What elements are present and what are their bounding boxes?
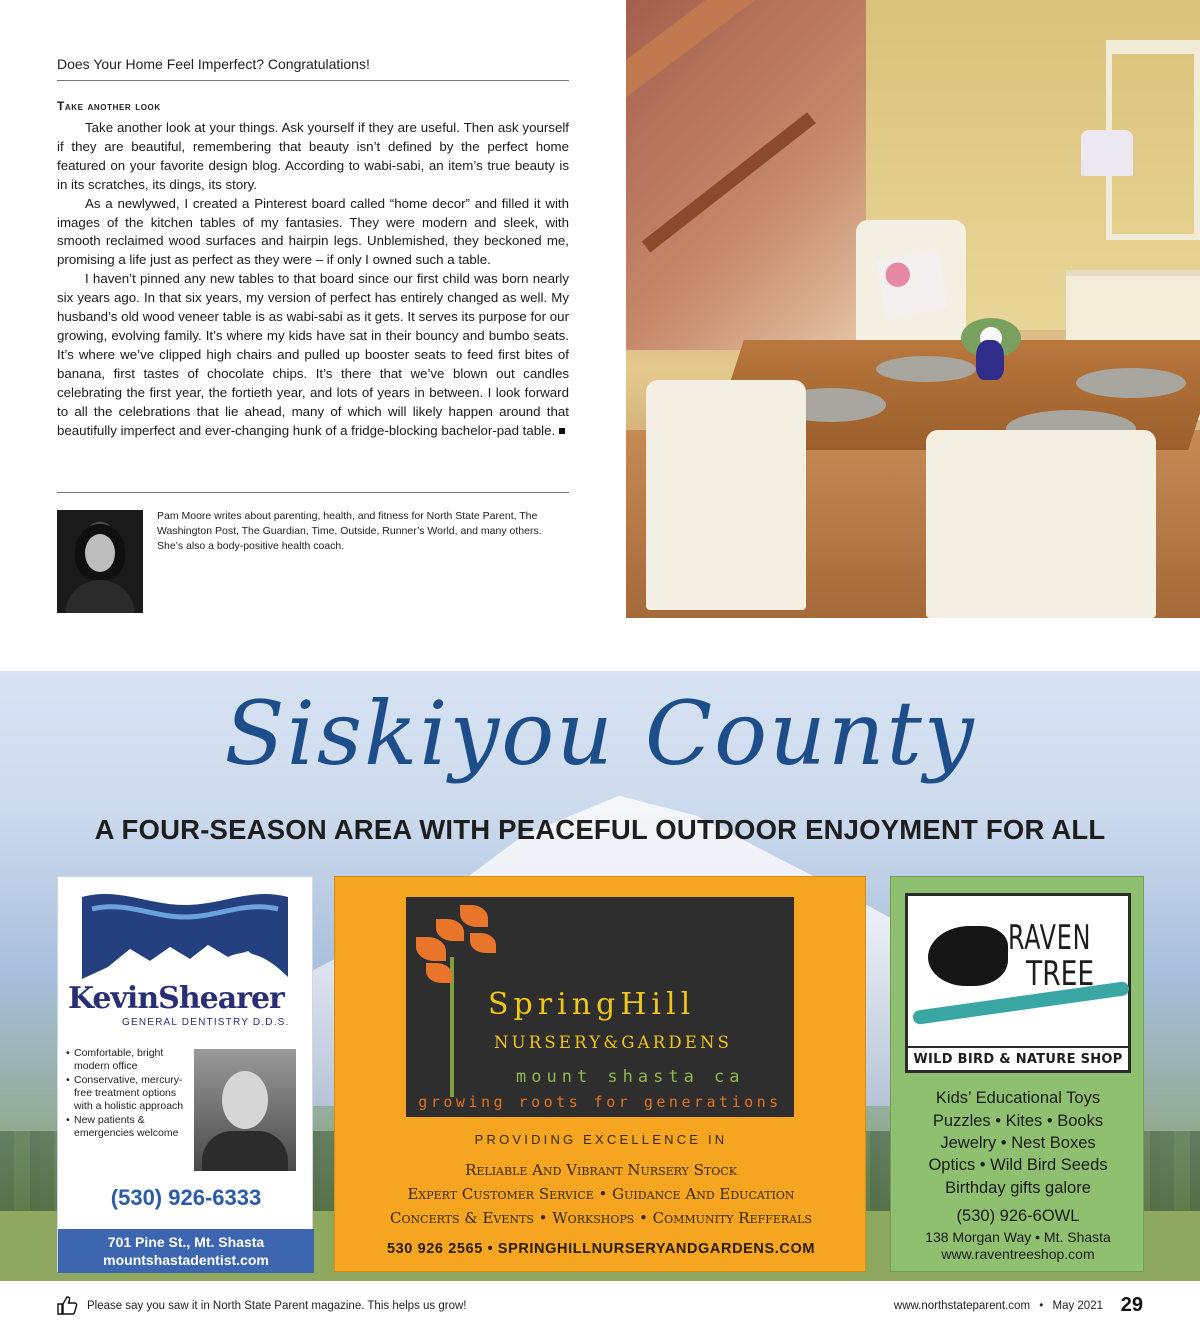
ad-tagline: A FOUR-SEASON AREA WITH PEACEFUL OUTDOOR ENJOYMENT FOR ALL [94,814,1106,845]
nursery-service: Concerts & Events • Workshops • Community Refferals [390,1209,812,1227]
footer-meta [894,1300,1103,1312]
author-bio: Pam Moore writes about parenting, health, and fitness for North State Parent, The Washington Post, The Guardian, Time, Outside, Runner’s World, and many others. She’s also a body-positive health coach. [157,510,542,552]
running-head: Does Your Home Feel Imperfect? Congratulations! [57,56,370,72]
dentist-address: 701 Pine St., Mt. Shasta [107,1234,265,1250]
nursery-ad[interactable] [334,876,866,1272]
thumbs-up-icon [57,1295,79,1315]
raven-address: 138 Morgan Way • Mt. Shasta [925,1229,1111,1245]
branch-icon [912,981,1130,1025]
list-item: • New patients & emergencies welcome [66,1114,190,1140]
footer-separator: • [1039,1300,1044,1312]
nursery-service: Expert Customer Service • Guidance And Education [407,1185,795,1203]
dentist-ad[interactable] [57,876,313,1272]
raven-line: Kids’ Educational Toys [935,1089,1101,1107]
paragraph-text: I haven’t pinned any new tables to that board since our first child was born nearly six years ago. In that six years, my version of perfect has entirely changed as well. My husband’s old wood veneer table is as wabi-sabi as it gets. It serves its purpose for our growing, evolving family. It’s where my kids have sat in their bouncy and bumbo seats. It’s where we’ve clipped high chairs and pulled up booster seats to feed first bites of banana, first tastes of chocolate chips. It’s there that we’ve blown out candles celebrating the first year, the fortieth year, and lots of years in between. I look forward to all the celebrations that lie ahead, many of which will likely happen around that beautifully imperfect and ever-changing hunk of a fridge-blocking bachelor-pad table. [57,271,569,438]
raven-name-line1: RAVEN [1008,918,1092,958]
author-photo [57,510,143,613]
dentist-website[interactable]: mountshastadentist.com [103,1252,269,1268]
raven-line: Birthday gifts galore [945,1179,1091,1197]
ad-title: Siskiyou County [224,682,976,785]
dentist-photo [194,1049,296,1171]
raven-phone[interactable]: (530) 926-6OWL [956,1207,1080,1225]
raven-line: Optics • Wild Bird Seeds [928,1156,1108,1174]
dentist-name: KevinShearer [68,981,284,1016]
dentist-footer [58,1229,314,1273]
list-item: • Conservative, mercury- free treatment options with a holistic approach [66,1074,190,1113]
footer-site[interactable]: www.northstateparent.com [893,1300,1031,1312]
subhead: Take another look [57,99,161,113]
nursery-service: Reliable And Vibrant Nursery Stock [465,1161,737,1179]
dentist-subtitle: GENERAL DENTISTRY D.D.S. [122,1017,290,1028]
nursery-contact[interactable]: 530 926 2565 • SPRINGHILLNURSERYANDGARDENS.COM [386,1241,816,1257]
dentist-phone[interactable]: (530) 926-6333 [110,1185,262,1210]
dining-room-photo [626,0,1200,618]
bio-rule [57,492,569,493]
raven-tree-ad[interactable] [890,876,1144,1272]
nursery-logo-box [406,897,794,1117]
dentist-bullets [66,1047,190,1141]
article-body [57,119,569,440]
footer-issue: May 2021 [1052,1300,1103,1312]
list-item: • Comfortable, bright modern office [66,1047,190,1073]
raven-website[interactable]: www.raventreeshop.com [941,1246,1095,1262]
paragraph [57,270,569,440]
raven-name-line2: TREE [1026,954,1095,994]
raven-line: Puzzles • Kites • Books [932,1112,1104,1130]
nursery-providing: PROVIDING EXCELLENCE IN [474,1132,728,1147]
footer-note: Please say you saw it in North State Parent magazine. This helps us grow! [87,1300,467,1312]
paragraph: Take another look at your things. Ask yourself if they are useful. Then ask yourself if they are beautiful, remembering that beauty isn’t defined by the perfect home featured on your favorite design blog. According to wabi-sabi, an item’s true beauty is in its scratches, its dings, its story. [57,120,569,192]
raven-icon [928,926,1008,986]
raven-logo-box [905,893,1131,1073]
page-number: 29 [1120,1294,1143,1316]
end-mark-icon [559,428,565,434]
raven-shop-type: WILD BIRD & NATURE SHOP [908,1046,1128,1067]
paragraph: As a newlywed, I created a Pinterest board called “home decor” and filled it with images of the kitchen tables of my fantasies. They were modern and sleek, with smooth reclaimed wood surfaces and hairpin legs. Unblemished, they beckoned me, promising a life just as perfect as they were – if only I owned such a table. [57,195,569,268]
nursery-name: SpringHill [488,987,696,1022]
nursery-subtitle: NURSERY&GARDENS [494,1033,733,1052]
nursery-location: mount shasta ca [516,1067,745,1087]
nursery-slogan: growing roots for generations [418,1093,782,1111]
raven-line: Jewelry • Nest Boxes [940,1134,1096,1152]
head-rule [57,80,569,81]
